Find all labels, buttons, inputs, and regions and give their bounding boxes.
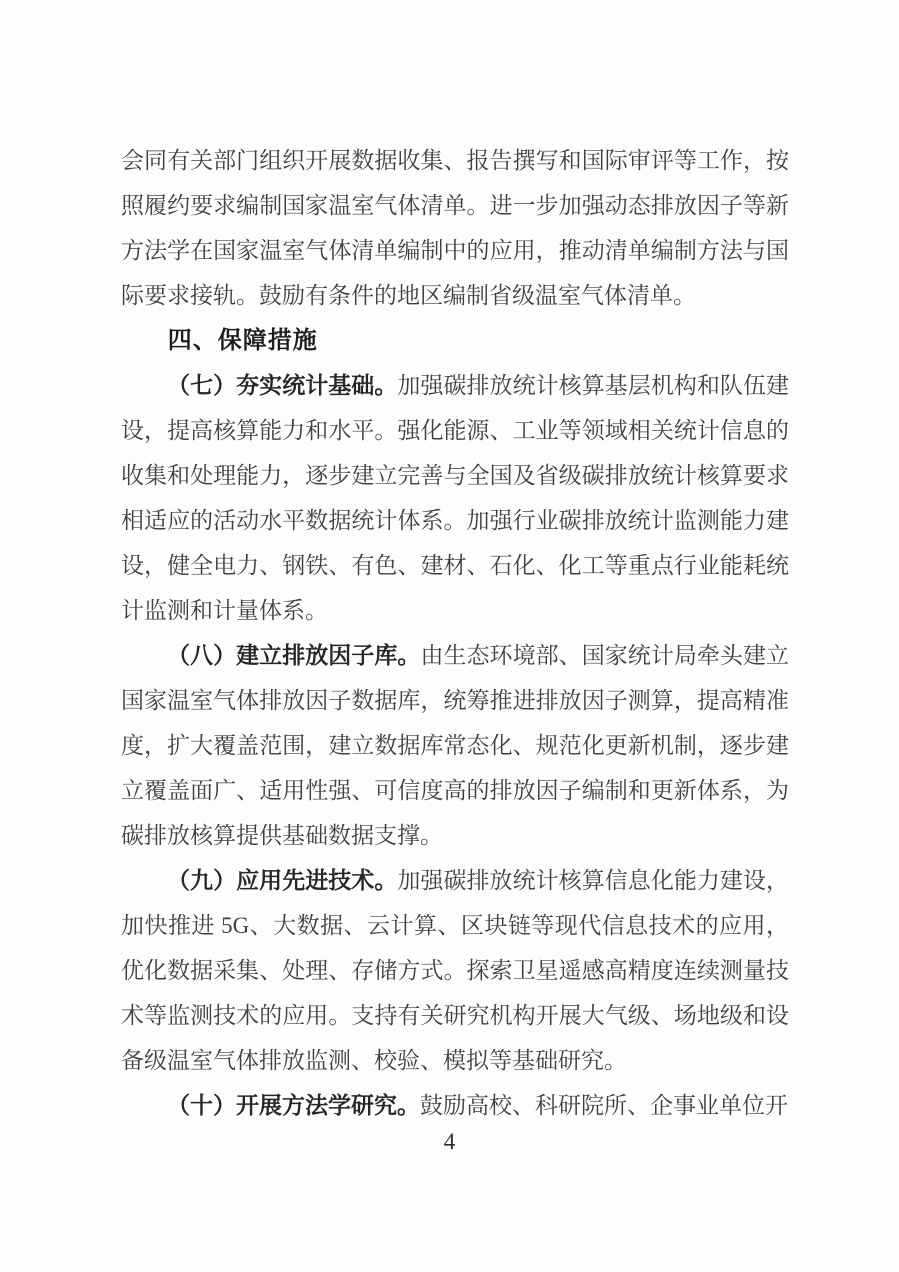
item-10-label: （十）开展方法学研究。 <box>167 1093 420 1118</box>
document-body <box>121 138 789 1128</box>
paragraph-item-10 <box>121 1083 789 1128</box>
item-9-label: （九）应用先进技术。 <box>167 868 398 893</box>
paragraph-item-7 <box>121 363 789 633</box>
item-8-text: 由生态环境部、国家统计局牵头建立国家温室气体排放因子数据库，统筹推进排放因子测算，提高精准度，扩大覆盖范围，建立数据库常态化、规范化更新机制，逐步建立覆盖面广、适用性强、可信度高的排放因子编制和更新体系，为碳排放核算提供基础数据支撑。 <box>121 643 790 848</box>
item-7-text: 加强碳排放统计核算基层机构和队伍建设，提高核算能力和水平。强化能源、工业等领域相关统计信息的收集和处理能力，逐步建立完善与全国及省级碳排放统计核算要求相适应的活动水平数据统计体系。加强行业碳排放统计监测能力建设，健全电力、钢铁、有色、建材、石化、化工等重点行业能耗统计监测和计量体系。 <box>121 373 790 623</box>
paragraph-item-9 <box>121 858 789 1083</box>
item-7-label: （七）夯实统计基础。 <box>167 373 398 398</box>
page-number: 4 <box>443 1129 456 1154</box>
item-8-label: （八）建立排放因子库。 <box>167 643 421 668</box>
item-10-text: 鼓励高校、科研院所、企事业单位开 <box>420 1093 788 1118</box>
item-9-text: 加强碳排放统计核算信息化能力建设，加快推进 5G、大数据、云计算、区块链等现代信息技术的应用，优化数据采集、处理、存储方式。探索卫星遥感高精度连续测量技术等监测技术的应用。支持有关研究机构开展大气级、场地级和设备级温室气体排放监测、校验、模拟等基础研究。 <box>121 868 790 1073</box>
section-heading-safeguard-measures: 四、保障措施 <box>167 327 318 354</box>
paragraph-intro-continuation: 会同有关部门组织开展数据收集、报告撰写和国际审评等工作，按照履约要求编制国家温室气体清单。进一步加强动态排放因子等新方法学在国家温室气体清单编制中的应用，推动清单编制方法与国际要求接轨。鼓励有条件的地区编制省级温室气体清单。 <box>121 148 789 308</box>
paragraph-item-8 <box>121 633 789 858</box>
